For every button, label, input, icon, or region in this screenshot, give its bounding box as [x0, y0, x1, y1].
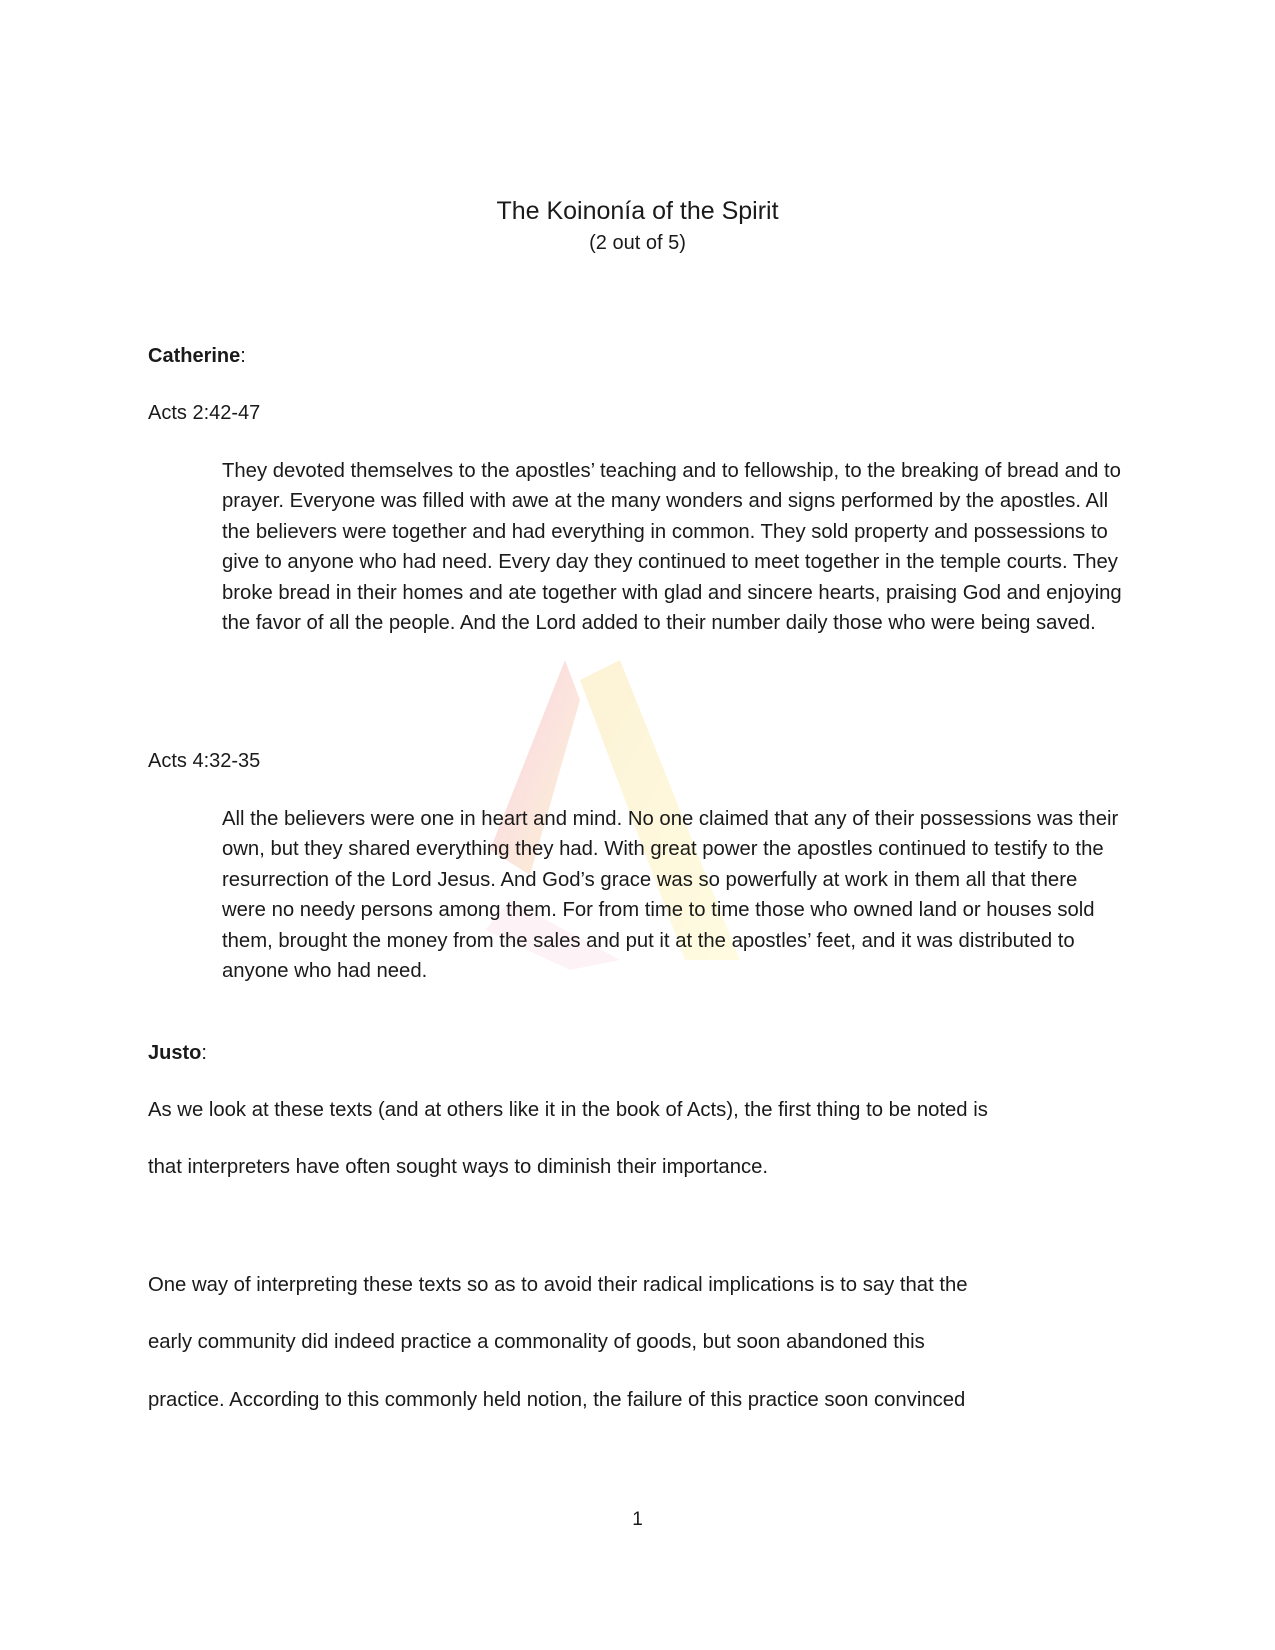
- paragraph-line: early community did indeed practice a commonality of goods, but soon abandoned this: [148, 1331, 925, 1353]
- speaker-heading-justo: [148, 1040, 207, 1066]
- scripture-reference: Acts 2:42-47: [148, 402, 261, 424]
- paragraph-line: As we look at these texts (and at others like it in the book of Acts), the first thing to be noted is: [148, 1099, 988, 1121]
- speaker-colon: :: [201, 1042, 207, 1064]
- speaker-name: Justo: [148, 1042, 202, 1064]
- speaker-colon: :: [240, 345, 246, 367]
- scripture-reference: Acts 4:32-35: [148, 750, 261, 772]
- scripture-quote: All the believers were one in heart and mind. No one claimed that any of their possessions was their own, but they shared everything they had. With great power the apostles continued to testify to the resurrection of the Lord Jesus. And God’s grace was so powerfully at work in them all that there were no needy persons among them. For from time to time those who owned land or houses sold them, brought the money from the sales and put it at the apostles’ feet, and it was distributed to anyone who had need.: [222, 808, 1119, 983]
- scripture-quote: They devoted themselves to the apostles’ teaching and to fellowship, to the breaking of bread and to prayer. Everyone was filled with awe at the many wonders and signs performed by the apostles. All the believers were together and had everything in common. They sold property and possessions to give to anyone who had need. Every day they continued to meet together in the temple courts. They broke bread in their homes and ate together with glad and sincere hearts, praising God and enjoying the favor of all the people. And the Lord added to their number daily those who were being saved.: [222, 460, 1122, 635]
- page-number: 1: [632, 1509, 643, 1530]
- paragraph-line: practice. According to this commonly held notion, the failure of this practice soon convinced: [148, 1389, 966, 1411]
- paragraph-line: One way of interpreting these texts so as to avoid their radical implications is to say that the: [148, 1274, 968, 1296]
- speaker-heading-catherine: [148, 343, 246, 369]
- document-subtitle: (2 out of 5): [589, 232, 686, 254]
- document-title: The Koinonía of the Spirit: [496, 197, 779, 225]
- paragraph-line: that interpreters have often sought ways to diminish their importance.: [148, 1156, 769, 1178]
- speaker-name: Catherine: [148, 345, 241, 367]
